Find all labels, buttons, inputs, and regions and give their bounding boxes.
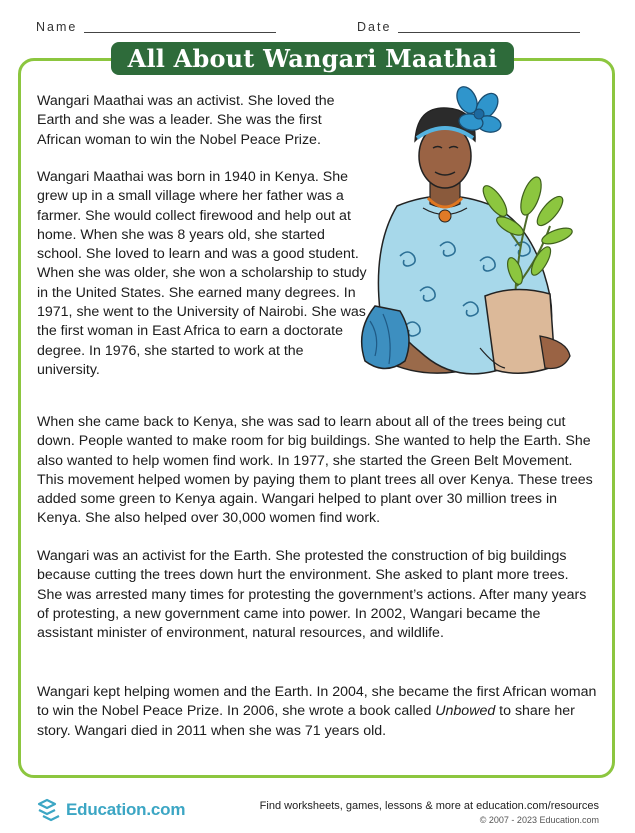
education-logo-text: Education.com [66,800,186,819]
date-line[interactable] [398,32,580,33]
wangari-illustration [345,86,585,386]
paragraph-5-text-a: Wangari kept helping women and the Earth. In 2004, she became the first African woman to win the Nobel Peace Prize. In 2006, she wrote a book called [37,684,597,720]
paragraph-3: When she came back to Kenya, she was sad to learn about all of the trees being cut down. People wanted to make room for big buildings. She wanted to help the Earth. She also wanted to help women find work. In 1977, she started the Green Belt Movement. This movement helped women by paying them to plant trees all over Kenya. These trees added some green to Kenya again. Wangari helped to plant over 30 million trees in Kenya. She also helped over 30,000 women find work. [37,414,593,527]
paragraph-2: Wangari Maathai was born in 1940 in Kenya. She grew up in a small village where her father was a farmer. She would collect firewood and help out at home. When she was 8 years old, she started school. She loved to learn and was a good student. When she was older, she won a scholarship to study in the United States. She earned many degrees. In 1971, she went to the University of Nairobi. She was the first woman in East Africa to earn a doctorate degree. In 1976, she started to work at the university. [37,169,367,378]
page-title: All About Wangari Maathai [111,42,514,75]
name-line[interactable] [84,32,276,33]
education-logo[interactable] [36,796,186,824]
footer-resources-link[interactable]: Find worksheets, games, lessons & more at education.com/resources [259,800,599,812]
paragraph-5-text-b: to share her story. Wangari died in 2011 when she was 71 years old. [37,703,575,739]
date-label: Date [357,20,392,34]
name-label: Name [36,20,78,34]
footer-copyright: © 2007 - 2023 Education.com [479,815,599,825]
paragraph-4: Wangari was an activist for the Earth. She protested the construction of big buildings because cutting the trees down hurt the environment. She asked to plant more trees. She was arrested many times for protesting the government’s actions. After many years of protesting, a new government came into power. In 2002, Wangari became the assistant minister of environment, natural resources, and wildlife. [37,548,587,642]
paragraph-5 [37,683,597,741]
education-logo-icon [36,796,62,822]
paragraph-1: Wangari Maathai was an activist. She loved the Earth and she was a leader. She was the first African woman to win the Nobel Peace Prize. [37,93,335,148]
book-title: Unbowed [435,703,496,720]
